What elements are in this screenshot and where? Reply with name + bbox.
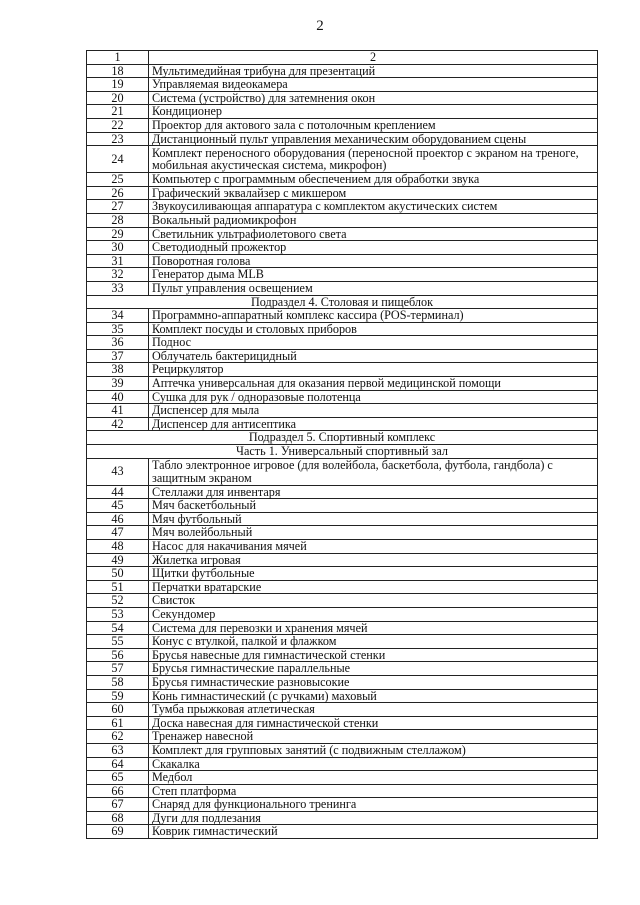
table-row bbox=[87, 580, 598, 594]
table-row bbox=[87, 635, 598, 649]
row-item-name: Аптечка универсальная для оказания первой медицинской помощи bbox=[149, 377, 598, 391]
row-item-name: Коврик гимнастический bbox=[149, 825, 598, 839]
row-item-name: Светильник ультрафиолетового света bbox=[149, 227, 598, 241]
row-item-name: Система (устройство) для затемнения окон bbox=[149, 91, 598, 105]
row-item-name: Система для перевозки и хранения мячей bbox=[149, 621, 598, 635]
table-row bbox=[87, 78, 598, 92]
row-number: 45 bbox=[87, 499, 149, 513]
row-number: 67 bbox=[87, 798, 149, 812]
table-row bbox=[87, 485, 598, 499]
row-item-name: Щитки футбольные bbox=[149, 567, 598, 581]
row-number: 23 bbox=[87, 132, 149, 146]
table-row bbox=[87, 648, 598, 662]
row-number: 27 bbox=[87, 200, 149, 214]
row-item-name: Комплект посуды и столовых приборов bbox=[149, 322, 598, 336]
table-row bbox=[87, 186, 598, 200]
header-col-number: 1 bbox=[87, 51, 149, 65]
table-row bbox=[87, 512, 598, 526]
row-item-name: Поворотная голова bbox=[149, 254, 598, 268]
row-number: 54 bbox=[87, 621, 149, 635]
table-row bbox=[87, 377, 598, 391]
row-number: 44 bbox=[87, 485, 149, 499]
table-row bbox=[87, 349, 598, 363]
table-row bbox=[87, 662, 598, 676]
table-row bbox=[87, 91, 598, 105]
table-row bbox=[87, 118, 598, 132]
row-number: 46 bbox=[87, 512, 149, 526]
row-item-name: Жилетка игровая bbox=[149, 553, 598, 567]
row-number: 18 bbox=[87, 64, 149, 78]
header-col-name: 2 bbox=[149, 51, 598, 65]
row-item-name: Кондиционер bbox=[149, 105, 598, 119]
row-item-name: Сушка для рук / одноразовые полотенца bbox=[149, 390, 598, 404]
row-number: 56 bbox=[87, 648, 149, 662]
table-row bbox=[87, 322, 598, 336]
row-item-name: Мяч волейбольный bbox=[149, 526, 598, 540]
row-item-name: Проектор для актового зала с потолочным креплением bbox=[149, 118, 598, 132]
row-item-name: Медбол bbox=[149, 771, 598, 785]
row-number: 38 bbox=[87, 363, 149, 377]
row-number: 26 bbox=[87, 186, 149, 200]
table-row bbox=[87, 390, 598, 404]
row-item-name: Дистанционный пульт управления механическим оборудованием сцены bbox=[149, 132, 598, 146]
row-item-name: Тренажер навесной bbox=[149, 730, 598, 744]
row-number: 66 bbox=[87, 784, 149, 798]
section-row bbox=[87, 445, 598, 459]
row-number: 50 bbox=[87, 567, 149, 581]
row-number: 55 bbox=[87, 635, 149, 649]
table-row bbox=[87, 675, 598, 689]
row-number: 47 bbox=[87, 526, 149, 540]
row-item-name: Конь гимнастический (с ручками) маховый bbox=[149, 689, 598, 703]
row-item-name: Комплект переносного оборудования (переносной проектор с экраном на треноге, мобильная акустическая система, микрофон) bbox=[149, 146, 598, 173]
row-item-name: Насос для накачивания мячей bbox=[149, 540, 598, 554]
equipment-table bbox=[86, 50, 598, 839]
table-row bbox=[87, 594, 598, 608]
table-row bbox=[87, 553, 598, 567]
table-row bbox=[87, 254, 598, 268]
table-row bbox=[87, 336, 598, 350]
row-item-name: Перчатки вратарские bbox=[149, 580, 598, 594]
section-row bbox=[87, 431, 598, 445]
section-row bbox=[87, 295, 598, 309]
row-number: 58 bbox=[87, 675, 149, 689]
table-body bbox=[87, 51, 598, 839]
row-number: 48 bbox=[87, 540, 149, 554]
table-row bbox=[87, 404, 598, 418]
table-row bbox=[87, 526, 598, 540]
row-number: 30 bbox=[87, 241, 149, 255]
row-item-name: Стеллажи для инвентаря bbox=[149, 485, 598, 499]
row-item-name: Светодиодный прожектор bbox=[149, 241, 598, 255]
row-number: 53 bbox=[87, 607, 149, 621]
row-number: 41 bbox=[87, 404, 149, 418]
table-row bbox=[87, 743, 598, 757]
row-item-name: Мультимедийная трибуна для презентаций bbox=[149, 64, 598, 78]
row-item-name: Компьютер с программным обеспечением для обработки звука bbox=[149, 173, 598, 187]
row-item-name: Брусья гимнастические параллельные bbox=[149, 662, 598, 676]
table-row bbox=[87, 798, 598, 812]
row-item-name: Табло электронное игровое (для волейбола, баскетбола, футбола, гандбола) с защитным экраном bbox=[149, 458, 598, 485]
row-item-name: Вокальный радиомикрофон bbox=[149, 213, 598, 227]
table-row bbox=[87, 363, 598, 377]
row-number: 35 bbox=[87, 322, 149, 336]
row-item-name: Управляемая видеокамера bbox=[149, 78, 598, 92]
row-number: 25 bbox=[87, 173, 149, 187]
table-header-row bbox=[87, 51, 598, 65]
row-number: 65 bbox=[87, 771, 149, 785]
row-number: 36 bbox=[87, 336, 149, 350]
table-row bbox=[87, 540, 598, 554]
row-number: 37 bbox=[87, 349, 149, 363]
row-item-name: Генератор дыма MLB bbox=[149, 268, 598, 282]
row-item-name: Снаряд для функционального тренинга bbox=[149, 798, 598, 812]
table-row bbox=[87, 458, 598, 485]
table-row bbox=[87, 268, 598, 282]
section-title: Подраздел 5. Спортивный комплекс bbox=[87, 431, 598, 445]
table-row bbox=[87, 730, 598, 744]
row-number: 49 bbox=[87, 553, 149, 567]
row-number: 21 bbox=[87, 105, 149, 119]
row-item-name: Поднос bbox=[149, 336, 598, 350]
row-item-name: Программно-аппаратный комплекс кассира (POS-терминал) bbox=[149, 309, 598, 323]
table-row bbox=[87, 703, 598, 717]
row-item-name: Облучатель бактерицидный bbox=[149, 349, 598, 363]
row-number: 52 bbox=[87, 594, 149, 608]
table-row bbox=[87, 213, 598, 227]
row-item-name: Звукоусиливающая аппаратура с комплектом акустических систем bbox=[149, 200, 598, 214]
row-item-name: Диспенсер для мыла bbox=[149, 404, 598, 418]
row-number: 43 bbox=[87, 458, 149, 485]
row-item-name: Дуги для подлезания bbox=[149, 811, 598, 825]
row-number: 39 bbox=[87, 377, 149, 391]
table-row bbox=[87, 811, 598, 825]
row-item-name: Степ платформа bbox=[149, 784, 598, 798]
table-row bbox=[87, 227, 598, 241]
table-row bbox=[87, 607, 598, 621]
row-number: 29 bbox=[87, 227, 149, 241]
row-item-name: Графический эквалайзер с микшером bbox=[149, 186, 598, 200]
row-number: 34 bbox=[87, 309, 149, 323]
section-title: Подраздел 4. Столовая и пищеблок bbox=[87, 295, 598, 309]
row-item-name: Диспенсер для антисептика bbox=[149, 417, 598, 431]
row-number: 64 bbox=[87, 757, 149, 771]
row-item-name: Секундомер bbox=[149, 607, 598, 621]
table-row bbox=[87, 567, 598, 581]
table-row bbox=[87, 689, 598, 703]
row-number: 69 bbox=[87, 825, 149, 839]
table-row bbox=[87, 417, 598, 431]
table-row bbox=[87, 281, 598, 295]
row-item-name: Конус с втулкой, палкой и флажком bbox=[149, 635, 598, 649]
row-item-name: Скакалка bbox=[149, 757, 598, 771]
row-number: 32 bbox=[87, 268, 149, 282]
table-row bbox=[87, 825, 598, 839]
row-item-name: Брусья гимнастические разновысокие bbox=[149, 675, 598, 689]
table-row bbox=[87, 105, 598, 119]
row-number: 59 bbox=[87, 689, 149, 703]
row-number: 19 bbox=[87, 78, 149, 92]
row-item-name: Тумба прыжковая атлетическая bbox=[149, 703, 598, 717]
table-row bbox=[87, 716, 598, 730]
table-row bbox=[87, 146, 598, 173]
row-item-name: Мяч баскетбольный bbox=[149, 499, 598, 513]
table-row bbox=[87, 784, 598, 798]
table-row bbox=[87, 771, 598, 785]
table-row bbox=[87, 499, 598, 513]
row-number: 61 bbox=[87, 716, 149, 730]
row-number: 40 bbox=[87, 390, 149, 404]
row-number: 33 bbox=[87, 281, 149, 295]
row-number: 28 bbox=[87, 213, 149, 227]
table-row bbox=[87, 621, 598, 635]
table-row bbox=[87, 64, 598, 78]
row-item-name: Доска навесная для гимнастической стенки bbox=[149, 716, 598, 730]
row-item-name: Свисток bbox=[149, 594, 598, 608]
table-row bbox=[87, 757, 598, 771]
row-number: 31 bbox=[87, 254, 149, 268]
row-item-name: Пульт управления освещением bbox=[149, 281, 598, 295]
section-title: Часть 1. Универсальный спортивный зал bbox=[87, 445, 598, 459]
row-number: 20 bbox=[87, 91, 149, 105]
row-number: 51 bbox=[87, 580, 149, 594]
table-row bbox=[87, 173, 598, 187]
row-item-name: Комплект для групповых занятий (с подвижным стеллажом) bbox=[149, 743, 598, 757]
table-row bbox=[87, 309, 598, 323]
table-row bbox=[87, 200, 598, 214]
row-item-name: Брусья навесные для гимнастической стенки bbox=[149, 648, 598, 662]
row-number: 62 bbox=[87, 730, 149, 744]
row-number: 68 bbox=[87, 811, 149, 825]
page-number: 2 bbox=[316, 18, 324, 34]
row-number: 57 bbox=[87, 662, 149, 676]
row-number: 60 bbox=[87, 703, 149, 717]
row-number: 42 bbox=[87, 417, 149, 431]
table-row bbox=[87, 241, 598, 255]
row-number: 22 bbox=[87, 118, 149, 132]
row-number: 63 bbox=[87, 743, 149, 757]
row-item-name: Мяч футбольный bbox=[149, 512, 598, 526]
row-number: 24 bbox=[87, 146, 149, 173]
row-item-name: Рециркулятор bbox=[149, 363, 598, 377]
table-row bbox=[87, 132, 598, 146]
